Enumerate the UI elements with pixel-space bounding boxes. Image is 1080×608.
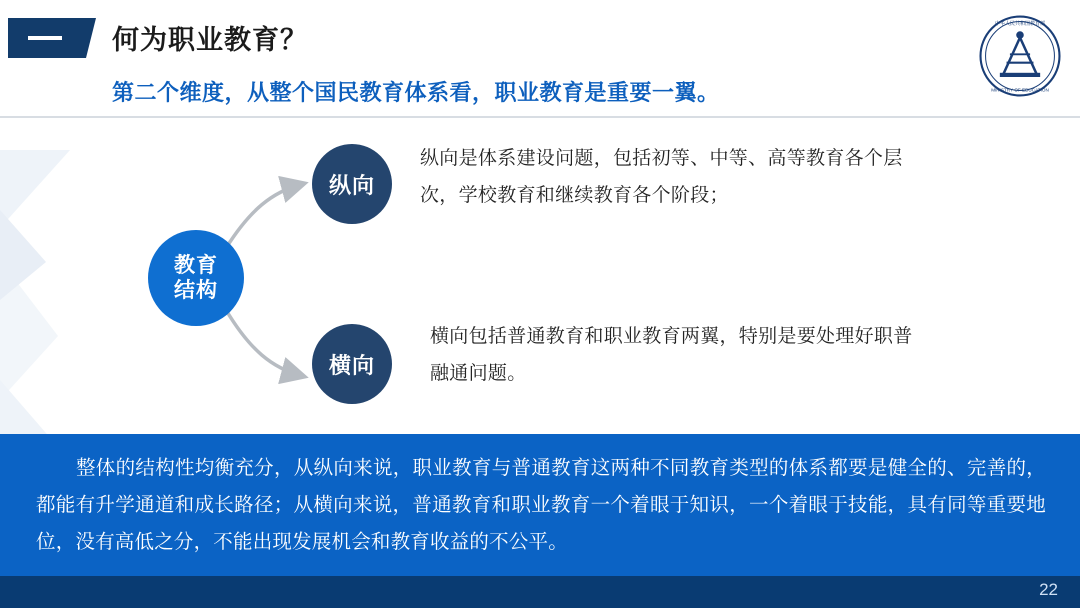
diagram-node-horizontal: 横向 bbox=[312, 324, 392, 404]
svg-text:MINISTRY OF EDUCATION: MINISTRY OF EDUCATION bbox=[991, 87, 1049, 93]
structure-diagram bbox=[0, 118, 1080, 430]
center-node-line2: 结构 bbox=[174, 279, 218, 302]
diagram-text-vertical: 纵向是体系建设问题，包括初等、中等、高等教育各个层次，学校教育和继续教育各个阶段； bbox=[420, 148, 903, 207]
footer-bar bbox=[0, 576, 1080, 608]
title-badge-icon bbox=[8, 18, 96, 58]
svg-text:中华人民共和国教育部: 中华人民共和国教育部 bbox=[994, 20, 1046, 27]
page-subtitle: 第二个维度，从整个国民教育体系看，职业教育是重要一翼。 bbox=[112, 80, 720, 105]
page-title: 何为职业教育？ bbox=[112, 25, 308, 55]
ministry-of-education-logo bbox=[978, 14, 1062, 98]
diagram-center-node bbox=[148, 230, 244, 326]
summary-panel bbox=[0, 434, 1080, 576]
center-node-line1: 教育 bbox=[174, 253, 218, 277]
page-number: 22 bbox=[1039, 580, 1058, 599]
summary-text: 整体的结构性均衡充分，从纵向来说，职业教育与普通教育这两种不同教育类型的体系都要是健全的、完善的，都能有升学通道和成长路径；从横向来说，普通教育和职业教育一个着眼于知识，一个着眼于技能，具有同等重要地位，没有高低之分，不能出现发展机会和教育收益的不公平。 bbox=[36, 457, 1046, 554]
diagram-text-horizontal: 横向包括普通教育和职业教育两翼，特别是要处理好职普融通问题。 bbox=[430, 326, 913, 385]
diagram-node-vertical: 纵向 bbox=[312, 144, 392, 224]
